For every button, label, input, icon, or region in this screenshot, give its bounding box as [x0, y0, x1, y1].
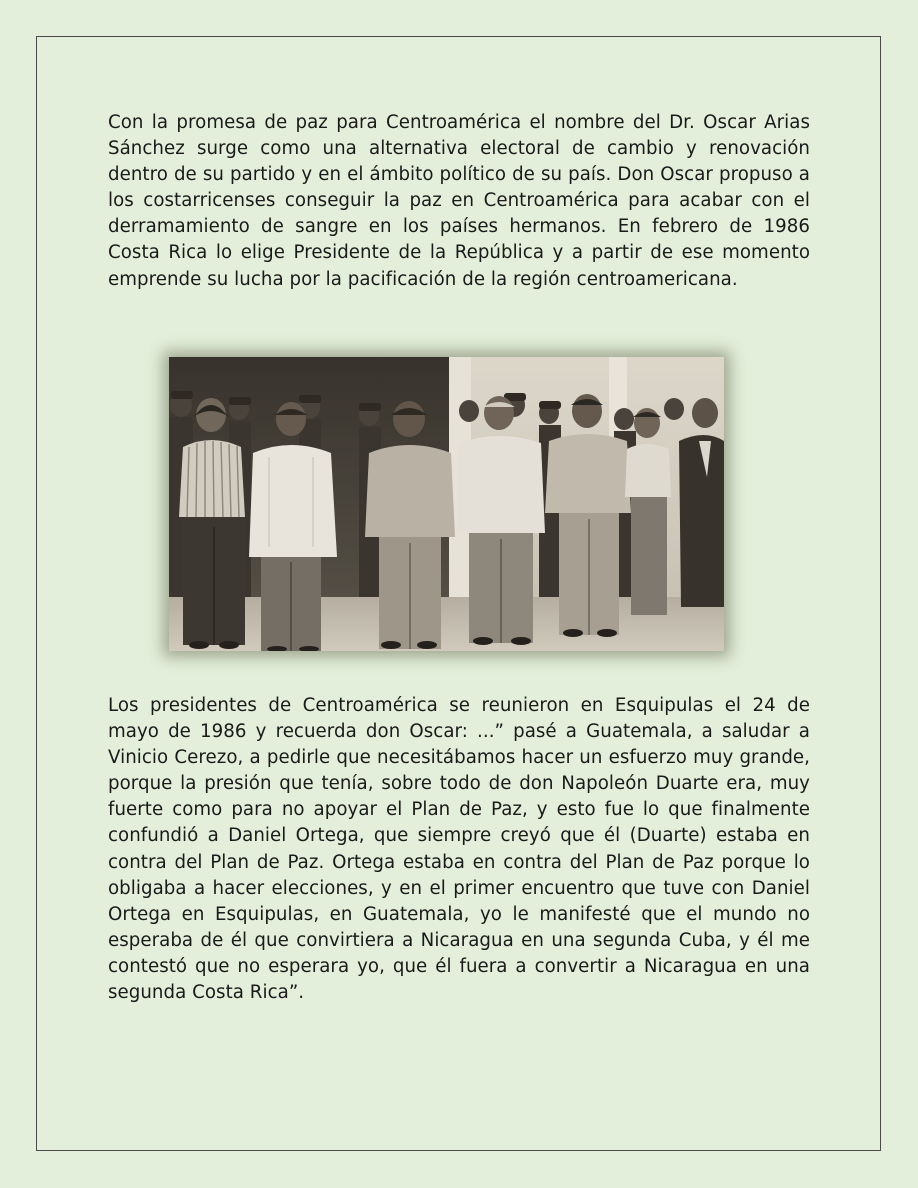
photo-illustration	[169, 357, 724, 651]
paragraph-intro: Con la promesa de paz para Centroamérica el nombre del Dr. Oscar Arias Sánchez surge como una alternativa electoral de cambio y renovación dentro de su partido y en el ámbito político de su país. Don Oscar propuso a los costarricenses conseguir la paz en Centroamérica para acabar con el derramamiento de sangre en los países hermanos. En febrero de 1986 Costa Rica lo elige Presidente de la República y a partir de ese momento emprende su lucha por la pacificación de la región centroamericana.	[108, 112, 810, 290]
paragraph-esquipulas: Los presidentes de Centroamérica se reunieron en Esquipulas el 24 de mayo de 1986 y recuerda don Oscar: ...” pasé a Guatemala, a saludar a Vinicio Cerezo, a pedirle que necesitábamos hacer un esfuerzo muy grande, porque la presión que tenía, sobre todo de don Napoleón Duarte era, muy fuerte como para no apoyar el Plan de Paz, y esto fue lo que finalmente confundió a Daniel Ortega, que siempre creyó que él (Duarte) estaba en contra del Plan de Paz. Ortega estaba en contra del Plan de Paz porque lo obligaba a hacer elecciones, y en el primer encuentro que tuve con Daniel Ortega en Esquipulas, en Guatemala, yo le manifesté que el mundo no esperaba de él que convirtiera a Nicaragua en una segunda Cuba, y él me contestó que no esperara yo, que él fuera a convertir a Nicaragua en una segunda Costa Rica”.	[108, 695, 810, 1004]
historical-photo-presidents	[169, 357, 724, 651]
